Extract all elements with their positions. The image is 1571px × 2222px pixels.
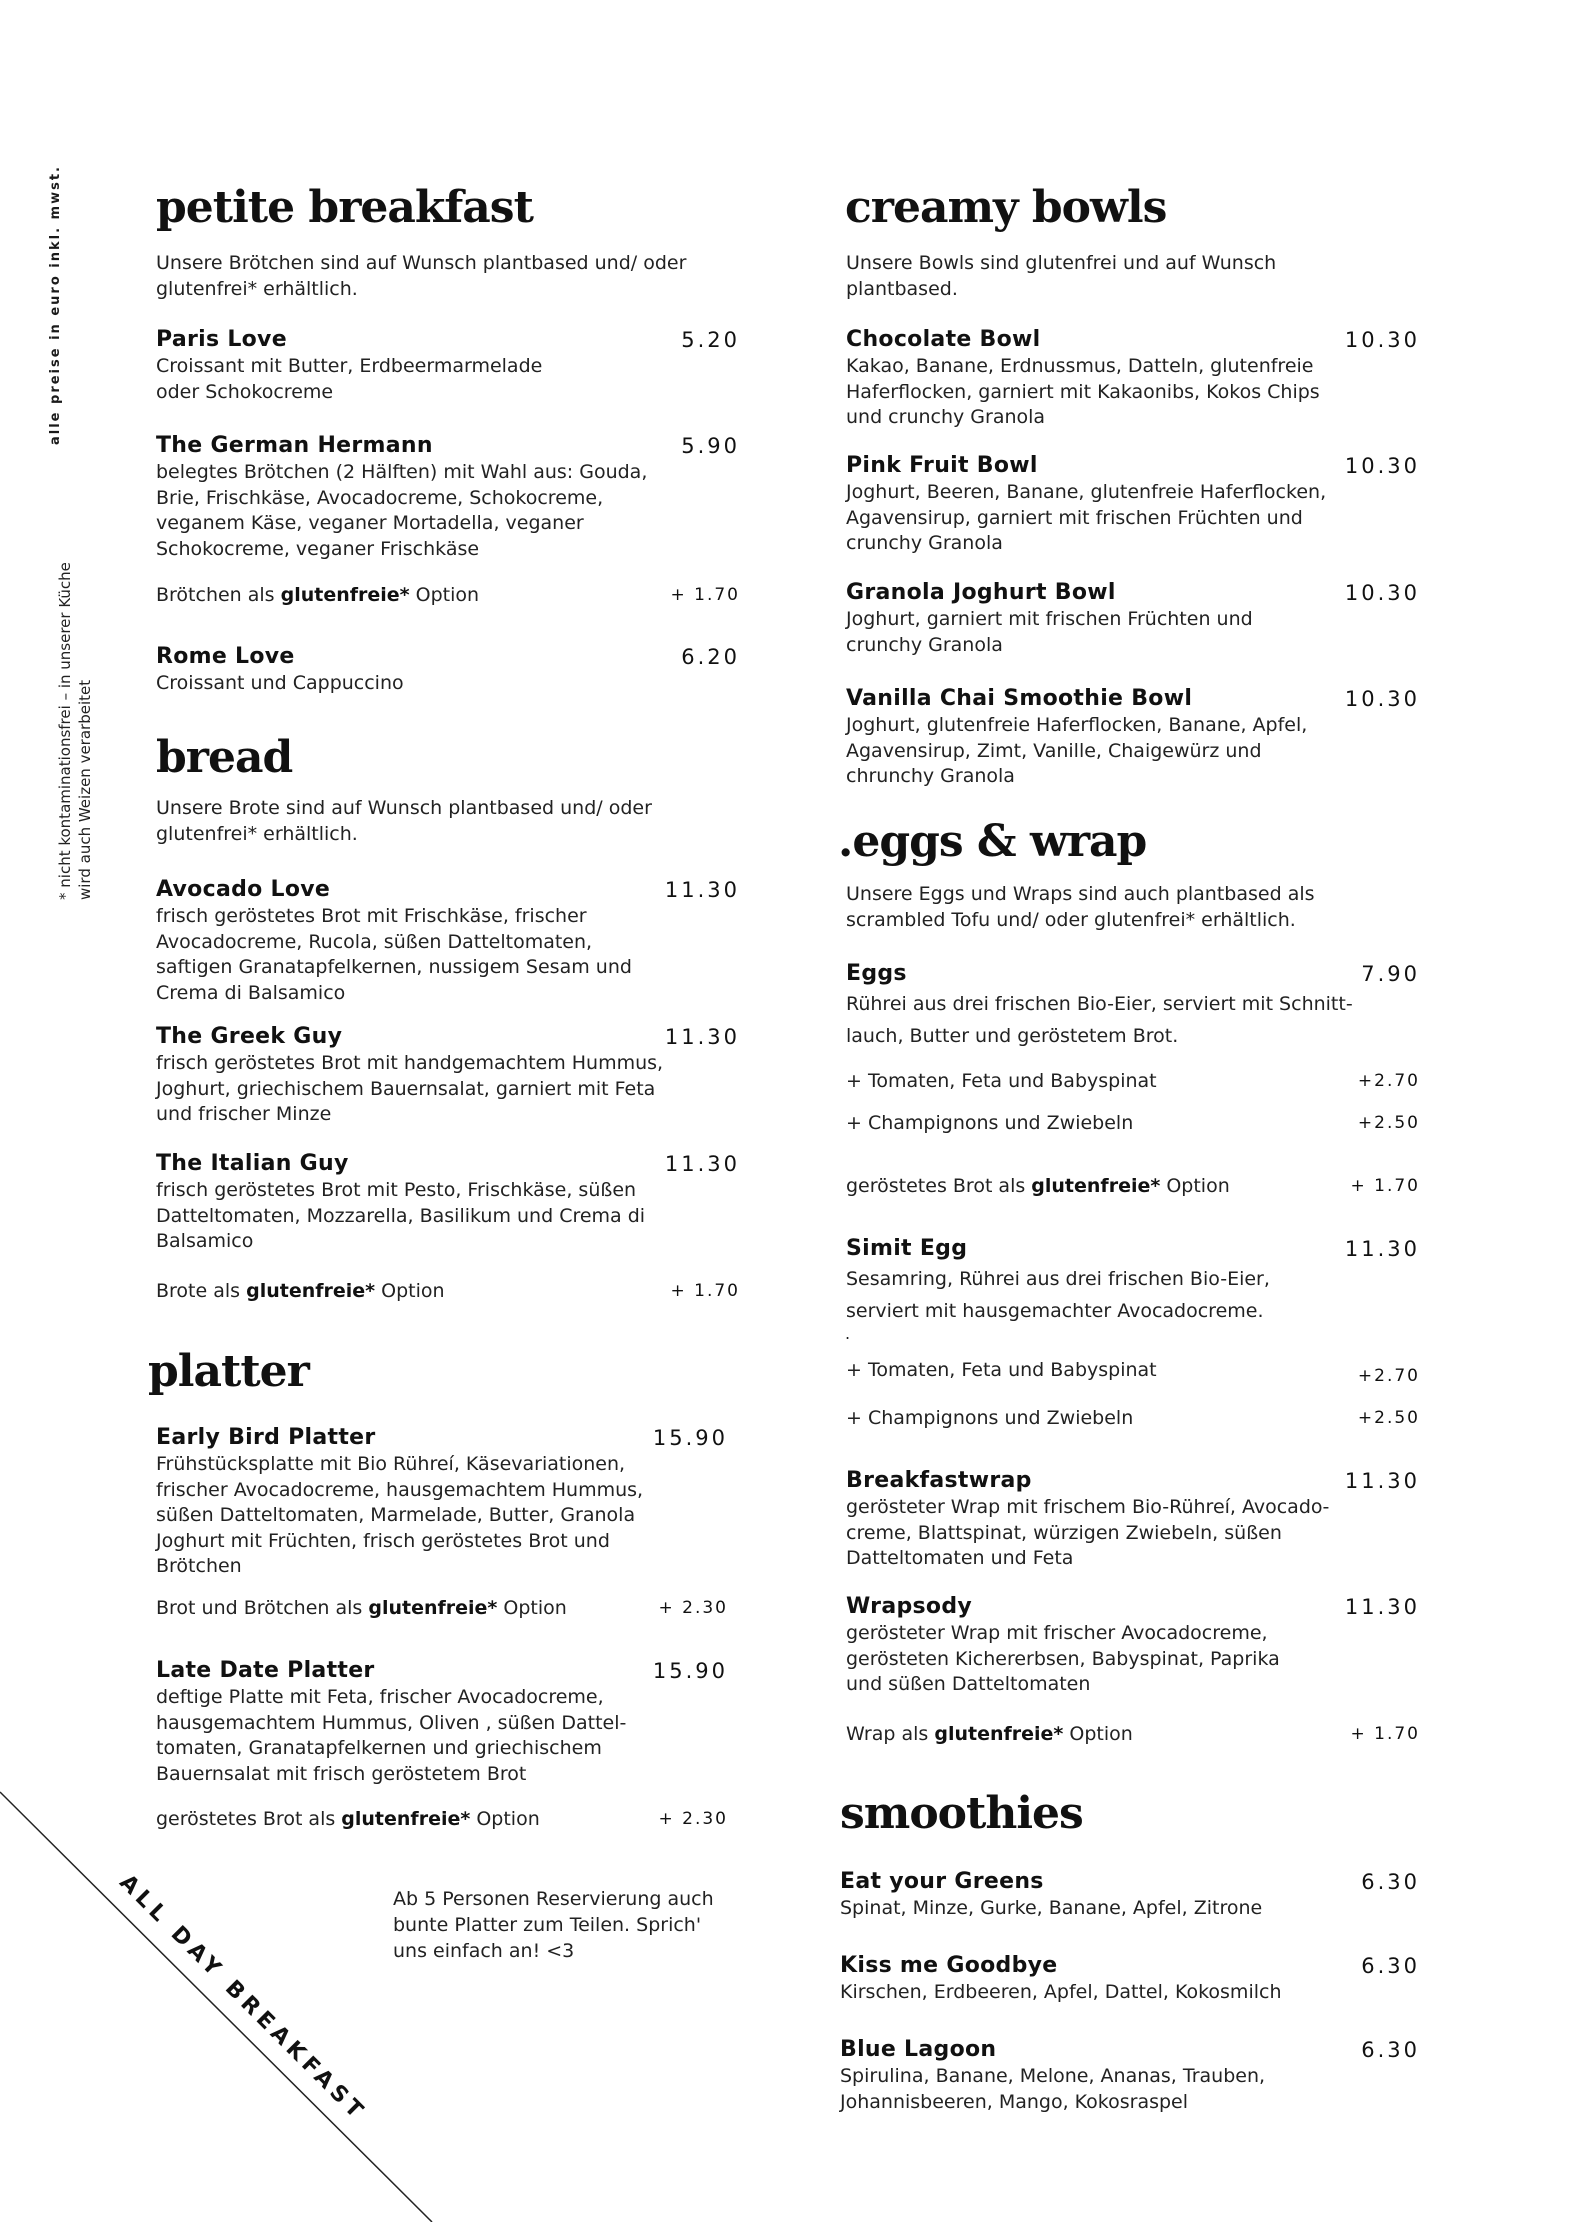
menu-item: [840, 1868, 1360, 1922]
menu-item: [840, 2036, 1360, 2115]
item-price: 6.30: [1361, 2038, 1420, 2062]
option-price: + 1.70: [670, 1281, 740, 1301]
item-desc: frisch geröstetes Brot mit handgemachtem Hummus, Joghurt, griechischem Bauernsalat, garniert mit Feta und frischer Minze: [156, 1052, 664, 1125]
item-price: 10.30: [1344, 581, 1420, 605]
menu-item: [846, 1235, 1366, 1327]
item-price: 10.30: [1344, 454, 1420, 478]
gluten-note-line-2: wird auch Weizen verarbeitet: [76, 679, 94, 900]
item-price: 11.30: [1344, 1469, 1420, 1493]
option-price: + 1.70: [1350, 1176, 1420, 1196]
option-price: + 2.30: [658, 1598, 728, 1618]
item-name: Granola Joghurt Bowl: [846, 580, 1116, 605]
item-price: 15.90: [652, 1659, 728, 1683]
item-price: 5.20: [681, 328, 740, 352]
menu-item: [846, 685, 1366, 790]
item-desc: Rührei aus drei frischen Bio-Eier, serviert mit Schnittlauch, Butter und geröstetem Brot.: [846, 993, 1353, 1047]
platter-note: Ab 5 Personen Reservierung auch bunte Platter zum Teilen. Sprich' uns einfach an! <3: [393, 1888, 714, 1962]
option-bold: glutenfreie*: [280, 584, 410, 606]
option-text: Option: [375, 1280, 445, 1302]
option-bold: glutenfreie*: [368, 1597, 498, 1619]
bowls-intro: Unsere Bowls sind glutenfrei und auf Wunsch plantbased.: [846, 252, 1277, 300]
item-name: The German Hermann: [156, 433, 433, 458]
option-bold: glutenfreie*: [341, 1808, 471, 1830]
option-text: Option: [470, 1808, 540, 1830]
petite-intro: Unsere Brötchen sind auf Wunsch plantbased und/ oder glutenfrei* erhältlich.: [156, 252, 687, 300]
option-bold: glutenfreie*: [1031, 1175, 1161, 1197]
prices-note: alle preise in euro inkl. mwst.: [48, 165, 63, 445]
item-name: The Greek Guy: [156, 1024, 343, 1049]
item-desc: Sesamring, Rührei aus drei frischen Bio-Eier, serviert mit hausgemachter Avocadocreme.: [846, 1268, 1270, 1322]
item-desc: Kakao, Banane, Erdnussmus, Datteln, glutenfreie Haferflocken, garniert mit Kakaonibs, Kokos Chips und crunchy Granola: [846, 355, 1320, 428]
item-name: Rome Love: [156, 644, 295, 669]
all-day-breakfast-banner: ALL DAY BREAKFAST: [114, 1870, 371, 2127]
item-name: Blue Lagoon: [840, 2037, 997, 2062]
option-text: Option: [409, 584, 480, 606]
section-title-platter: platter: [148, 1346, 309, 1397]
stray-dot: .: [845, 1324, 851, 1343]
item-desc: Joghurt, Beeren, Banane, glutenfreie Haferflocken, Agavensirup, garniert mit frischen Früchten und crunchy Granola: [846, 481, 1327, 554]
eggs-intro: Unsere Eggs und Wraps sind auch plantbased als scrambled Tofu und/ oder glutenfrei* erhältlich.: [846, 883, 1315, 931]
option-text: Option: [497, 1597, 567, 1619]
item-desc: gerösteter Wrap mit frischem Bio-Rühreí, Avocadocreme, Blattspinat, würzigen Zwiebeln, süßen Datteltomaten und Feta: [846, 1496, 1330, 1569]
addon-price: +2.70: [1357, 1071, 1420, 1091]
addon-mushroom-onion: + Champignons und Zwiebeln: [846, 1112, 1134, 1134]
item-name: Breakfastwrap: [846, 1468, 1032, 1493]
gluten-free-option: [846, 1721, 1133, 1747]
gluten-note-line-1: * nicht kontaminationsfrei – in unserer Küche: [56, 562, 74, 900]
item-name: The Italian Guy: [156, 1151, 349, 1176]
item-name: Vanilla Chai Smoothie Bowl: [846, 686, 1193, 711]
option-price: + 2.30: [658, 1809, 728, 1829]
menu-item: [846, 1593, 1366, 1698]
item-desc: Joghurt, glutenfreie Haferflocken, Banane, Apfel, Agavensirup, Zimt, Vanille, Chaigewürz und chrunchy Granola: [846, 714, 1308, 787]
item-name: Eat your Greens: [840, 1869, 1044, 1894]
item-desc: frisch geröstetes Brot mit Pesto, Frischkäse, süßen Datteltomaten, Mozzarella, Basilikum und Crema di Balsamico: [156, 1179, 646, 1252]
item-price: 11.30: [664, 1025, 740, 1049]
option-bold: glutenfreie*: [246, 1280, 376, 1302]
item-desc: frisch geröstetes Brot mit Frischkäse, frischer Avocadocreme, Rucola, süßen Datteltomaten, saftigen Granatapfelkernen, nussigem Sesam und Crema di Balsamico: [156, 905, 632, 1004]
option-bold: glutenfreie*: [934, 1723, 1064, 1745]
item-price: 15.90: [652, 1426, 728, 1450]
item-name: Avocado Love: [156, 877, 331, 902]
item-desc: Spinat, Minze, Gurke, Banane, Apfel, Zitrone: [840, 1897, 1263, 1919]
item-name: Chocolate Bowl: [846, 327, 1041, 352]
item-name: Paris Love: [156, 327, 287, 352]
addon-price: +2.50: [1357, 1113, 1420, 1133]
section-title-petite-breakfast: petite breakfast: [156, 182, 533, 233]
option-text: geröstetes Brot als: [846, 1175, 1032, 1197]
item-name: Simit Egg: [846, 1236, 968, 1261]
item-desc: Croissant mit Butter, Erdbeermarmelade oder Schokocreme: [156, 355, 543, 403]
item-name: Wrapsody: [846, 1594, 973, 1619]
section-title-smoothies: smoothies: [840, 1788, 1083, 1839]
addon-price: +2.70: [1357, 1366, 1420, 1386]
addon-price: +2.50: [1357, 1408, 1420, 1428]
item-price: 6.20: [681, 645, 740, 669]
section-title-creamy-bowls: creamy bowls: [845, 182, 1167, 233]
menu-item: [846, 452, 1366, 557]
item-price: 11.30: [1344, 1595, 1420, 1619]
item-price: 11.30: [664, 1152, 740, 1176]
menu-item: [840, 1952, 1360, 2006]
addon-mushroom-onion: + Champignons und Zwiebeln: [846, 1407, 1134, 1429]
option-text: Option: [1160, 1175, 1230, 1197]
section-title-bread: bread: [156, 732, 293, 783]
item-desc: Croissant und Cappuccino: [156, 672, 404, 694]
item-name: Late Date Platter: [156, 1658, 375, 1683]
item-price: 10.30: [1344, 328, 1420, 352]
option-text: Wrap als: [846, 1723, 935, 1745]
item-name: Eggs: [846, 961, 907, 986]
item-price: 11.30: [664, 878, 740, 902]
menu-item: [846, 579, 1366, 658]
addon-tomato-feta: + Tomaten, Feta und Babyspinat: [846, 1359, 1157, 1381]
option-text: Brötchen als: [156, 584, 281, 606]
item-price: 6.30: [1361, 1870, 1420, 1894]
item-desc: Frühstücksplatte mit Bio Rühreí, Käsevariationen, frischer Avocadocreme, hausgemachtem Hummus, süßen Datteltomaten, Marmelade, Butter, Granola Joghurt mit Früchten, frisch geröstetes Brot und Brötchen: [156, 1453, 644, 1577]
item-name: Early Bird Platter: [156, 1425, 376, 1450]
option-text: geröstetes Brot als: [156, 1808, 342, 1830]
item-price: 6.30: [1361, 1954, 1420, 1978]
menu-item: [846, 960, 1366, 1052]
item-desc: deftige Platte mit Feta, frischer Avocadocreme, hausgemachtem Hummus, Oliven , süßen Datteltomaten, Granatapfelkernen und griechischem Bauernsalat mit frisch geröstetem Brot: [156, 1686, 627, 1785]
item-name: Kiss me Goodbye: [840, 1953, 1058, 1978]
gluten-free-option: [846, 1173, 1230, 1199]
item-price: 10.30: [1344, 687, 1420, 711]
option-text: Brote als: [156, 1280, 247, 1302]
option-price: + 1.70: [1350, 1724, 1420, 1744]
item-price: 5.90: [681, 434, 740, 458]
item-price: 7.90: [1361, 962, 1420, 986]
item-desc: Spirulina, Banane, Melone, Ananas, Trauben, Johannisbeeren, Mango, Kokosraspel: [840, 2065, 1266, 2113]
option-text: Option: [1063, 1723, 1133, 1745]
item-desc: Kirschen, Erdbeeren, Apfel, Dattel, Kokosmilch: [840, 1981, 1282, 2003]
item-desc: gerösteter Wrap mit frischer Avocadocreme, gerösteten Kichererbsen, Babyspinat, Paprika und süßen Datteltomaten: [846, 1622, 1280, 1695]
section-title-eggs-wrap: .eggs & wrap: [838, 816, 1147, 867]
bread-intro: Unsere Brote sind auf Wunsch plantbased und/ oder glutenfrei* erhältlich.: [156, 797, 652, 845]
item-desc: Joghurt, garniert mit frischen Früchten und crunchy Granola: [846, 608, 1253, 656]
item-desc: belegtes Brötchen (2 Hälften) mit Wahl aus: Gouda, Brie, Frischkäse, Avocadocreme, Schokocreme, veganem Käse, veganer Mortadella, veganer Schokocreme, veganer Frischkäse: [156, 461, 648, 560]
menu-item: [846, 326, 1366, 431]
item-price: 11.30: [1344, 1237, 1420, 1261]
option-text: Brot und Brötchen als: [156, 1597, 369, 1619]
item-name: Pink Fruit Bowl: [846, 453, 1038, 478]
menu-item: [846, 1467, 1366, 1572]
option-price: + 1.70: [670, 585, 740, 605]
addon-tomato-feta: + Tomaten, Feta und Babyspinat: [846, 1070, 1157, 1092]
